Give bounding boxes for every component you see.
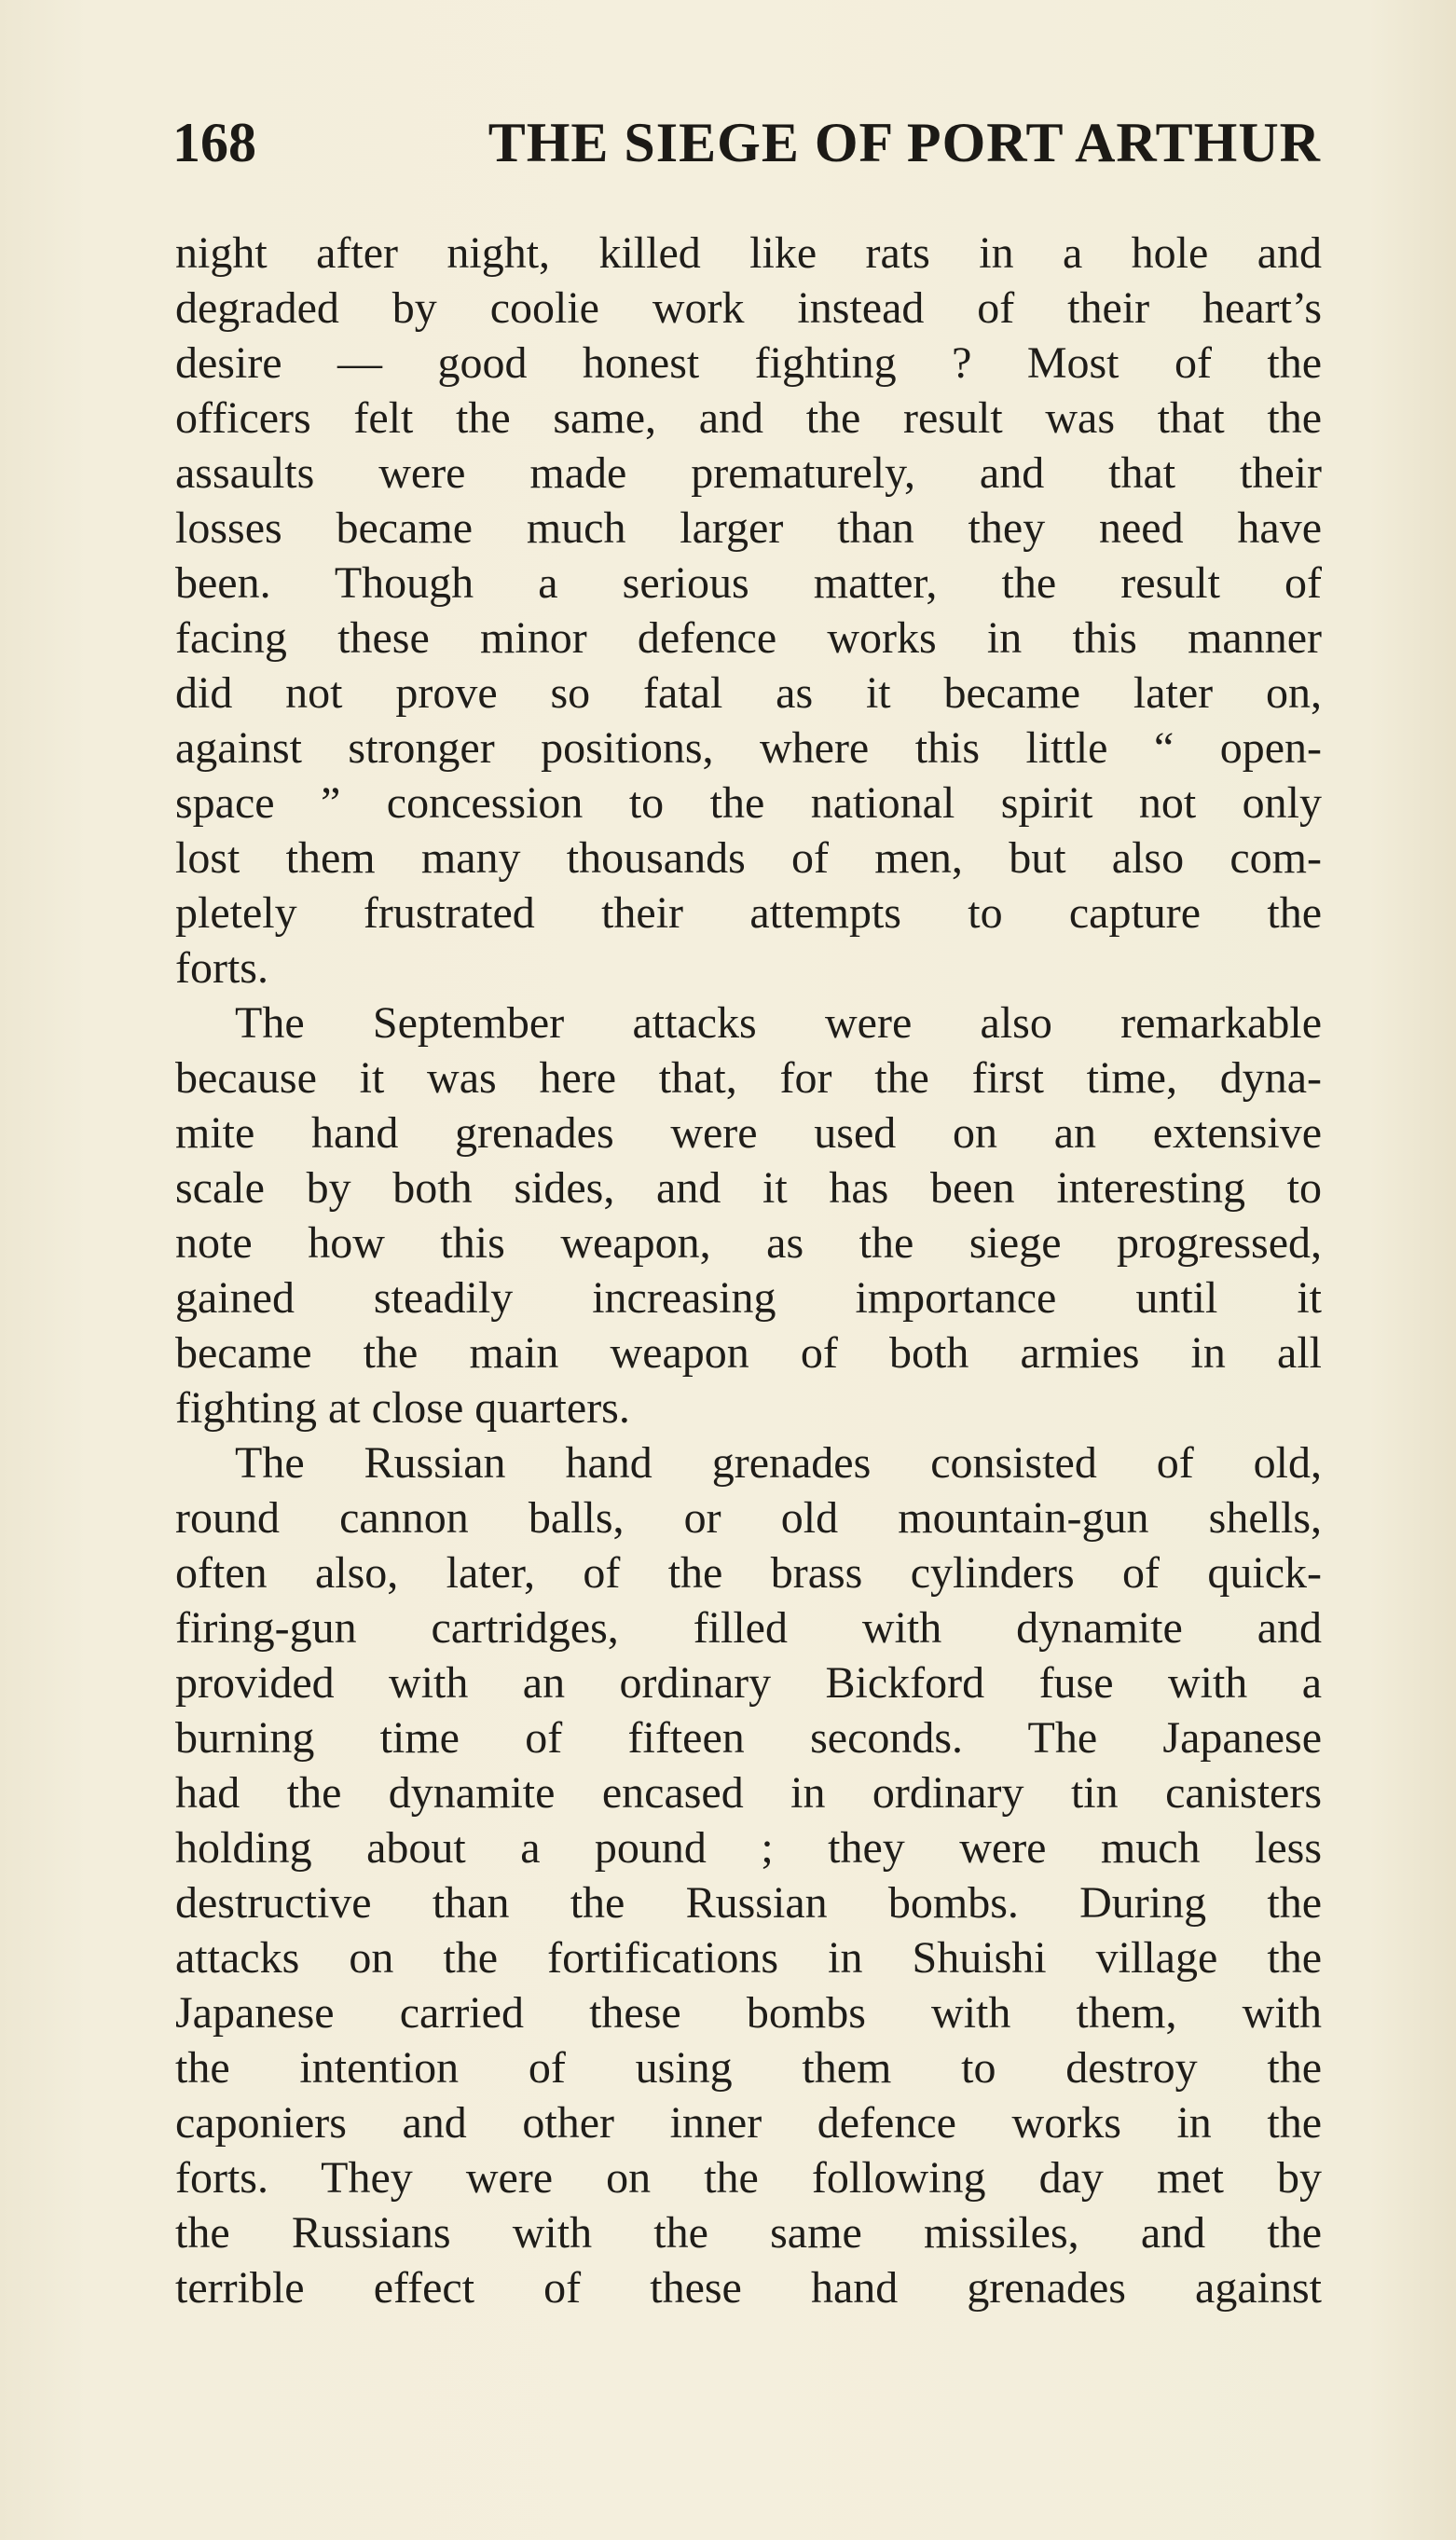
text-line: had the dynamite encased in ordinary tin canisters [175,1768,1322,1818]
text-line: holding about a pound ; they were much less [175,1823,1322,1873]
text-line: caponiers and other inner defence works in the [175,2098,1322,2148]
text-line: often also, later, of the brass cylinders of quick- [175,1548,1322,1598]
text-line: space ” concession to the national spirit not only [175,778,1322,828]
text-line: officers felt the same, and the result was that the [175,393,1322,443]
text-line: assaults were made prematurely, and that their [175,448,1322,498]
text-line: attacks on the fortifications in Shuishi village the [175,1933,1322,1983]
text-line: the intention of using them to destroy the [175,2043,1322,2093]
running-head [172,110,1321,175]
text-line: round cannon balls, or old mountain-gun shells, [175,1493,1322,1543]
text-line: mite hand grenades were used on an extensive [175,1108,1322,1158]
text-line: night after night, killed like rats in a hole and [175,228,1322,278]
text-line: firing-gun cartridges, filled with dynamite and [175,1603,1322,1653]
text-line: note how this weapon, as the siege progressed, [175,1218,1322,1268]
text-line: became the main weapon of both armies in all [175,1328,1322,1378]
text-line: terrible effect of these hand grenades against [175,2263,1322,2313]
text-line: gained steadily increasing importance until it [175,1273,1322,1323]
text-line: degraded by coolie work instead of their heart’s [175,283,1322,333]
page-number: 168 [172,112,256,173]
text-line: forts. They were on the following day met by [175,2153,1322,2203]
text-line: facing these minor defence works in this manner [175,613,1322,663]
text-line: losses became much larger than they need have [175,503,1322,553]
text-line: provided with an ordinary Bickford fuse with a [175,1658,1322,1708]
text-line: because it was here that, for the first time, dyna- [175,1053,1322,1103]
text-line: did not prove so fatal as it became later on, [175,668,1322,718]
text-line: the Russians with the same missiles, and the [175,2208,1322,2258]
paragraph-start-line: The Russian hand grenades consisted of old, [235,1438,1322,1488]
paragraph-start-line: The September attacks were also remarkable [235,998,1322,1048]
text-line: destructive than the Russian bombs. During the [175,1878,1322,1928]
text-line: desire — good honest fighting ? Most of the [175,338,1322,388]
text-line: pletely frustrated their attempts to capture the [175,888,1322,938]
text-line: forts. [175,943,268,993]
text-line: Japanese carried these bombs with them, with [175,1988,1322,2038]
text-line: lost them many thousands of men, but also com- [175,833,1322,883]
text-line: burning time of fifteen seconds. The Japanese [175,1713,1322,1763]
running-title: THE SIEGE OF PORT ARTHUR [488,112,1321,173]
text-line: fighting at close quarters. [175,1383,630,1433]
text-line: against stronger positions, where this little “ open- [175,723,1322,773]
body-text [175,226,1322,2315]
text-line: been. Though a serious matter, the result of [175,558,1322,608]
text-line: scale by both sides, and it has been interesting to [175,1163,1322,1213]
